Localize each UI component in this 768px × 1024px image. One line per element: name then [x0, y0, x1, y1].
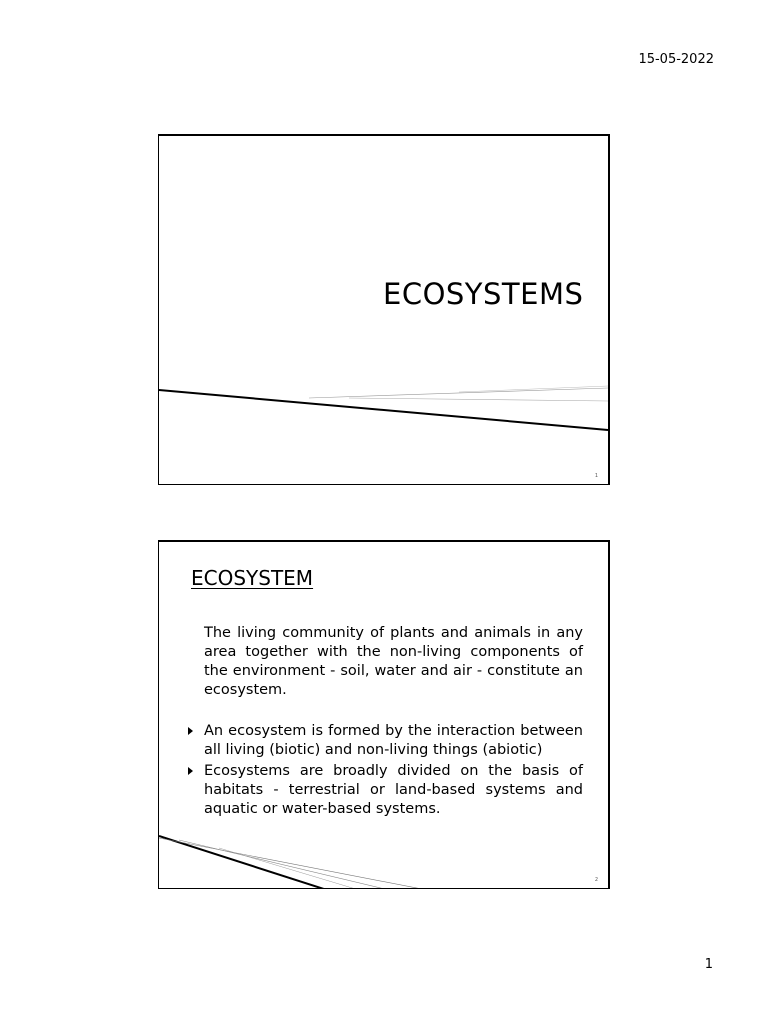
intro-paragraph: The living community of plants and animals in any area together with the non-living components of the environment - soil, water and air - constitute an ecosystem. — [204, 625, 583, 698]
slide-2 — [158, 540, 610, 889]
bullet-text: An ecosystem is formed by the interaction between all living (biotic) and non-living things (abiotic) — [204, 723, 583, 758]
list-item — [188, 762, 583, 819]
triangle-bullet-icon — [188, 767, 193, 775]
slide-number: 1 — [594, 473, 598, 479]
slide-2-decorative-lines — [159, 542, 608, 888]
slide-title: ECOSYSTEMS — [383, 277, 584, 311]
slide-number: 2 — [594, 877, 598, 883]
bullet-list — [188, 722, 583, 821]
page-number: 1 — [704, 957, 713, 972]
slide-heading: ECOSYSTEM — [191, 566, 314, 590]
bullet-text: Ecosystems are broadly divided on the basis of habitats - terrestrial or land-based systems and aquatic or water-based systems. — [204, 763, 583, 817]
slide-1 — [158, 134, 610, 485]
triangle-bullet-icon — [188, 727, 193, 735]
list-item — [188, 722, 583, 760]
page-date: 15-05-2022 — [638, 52, 714, 67]
